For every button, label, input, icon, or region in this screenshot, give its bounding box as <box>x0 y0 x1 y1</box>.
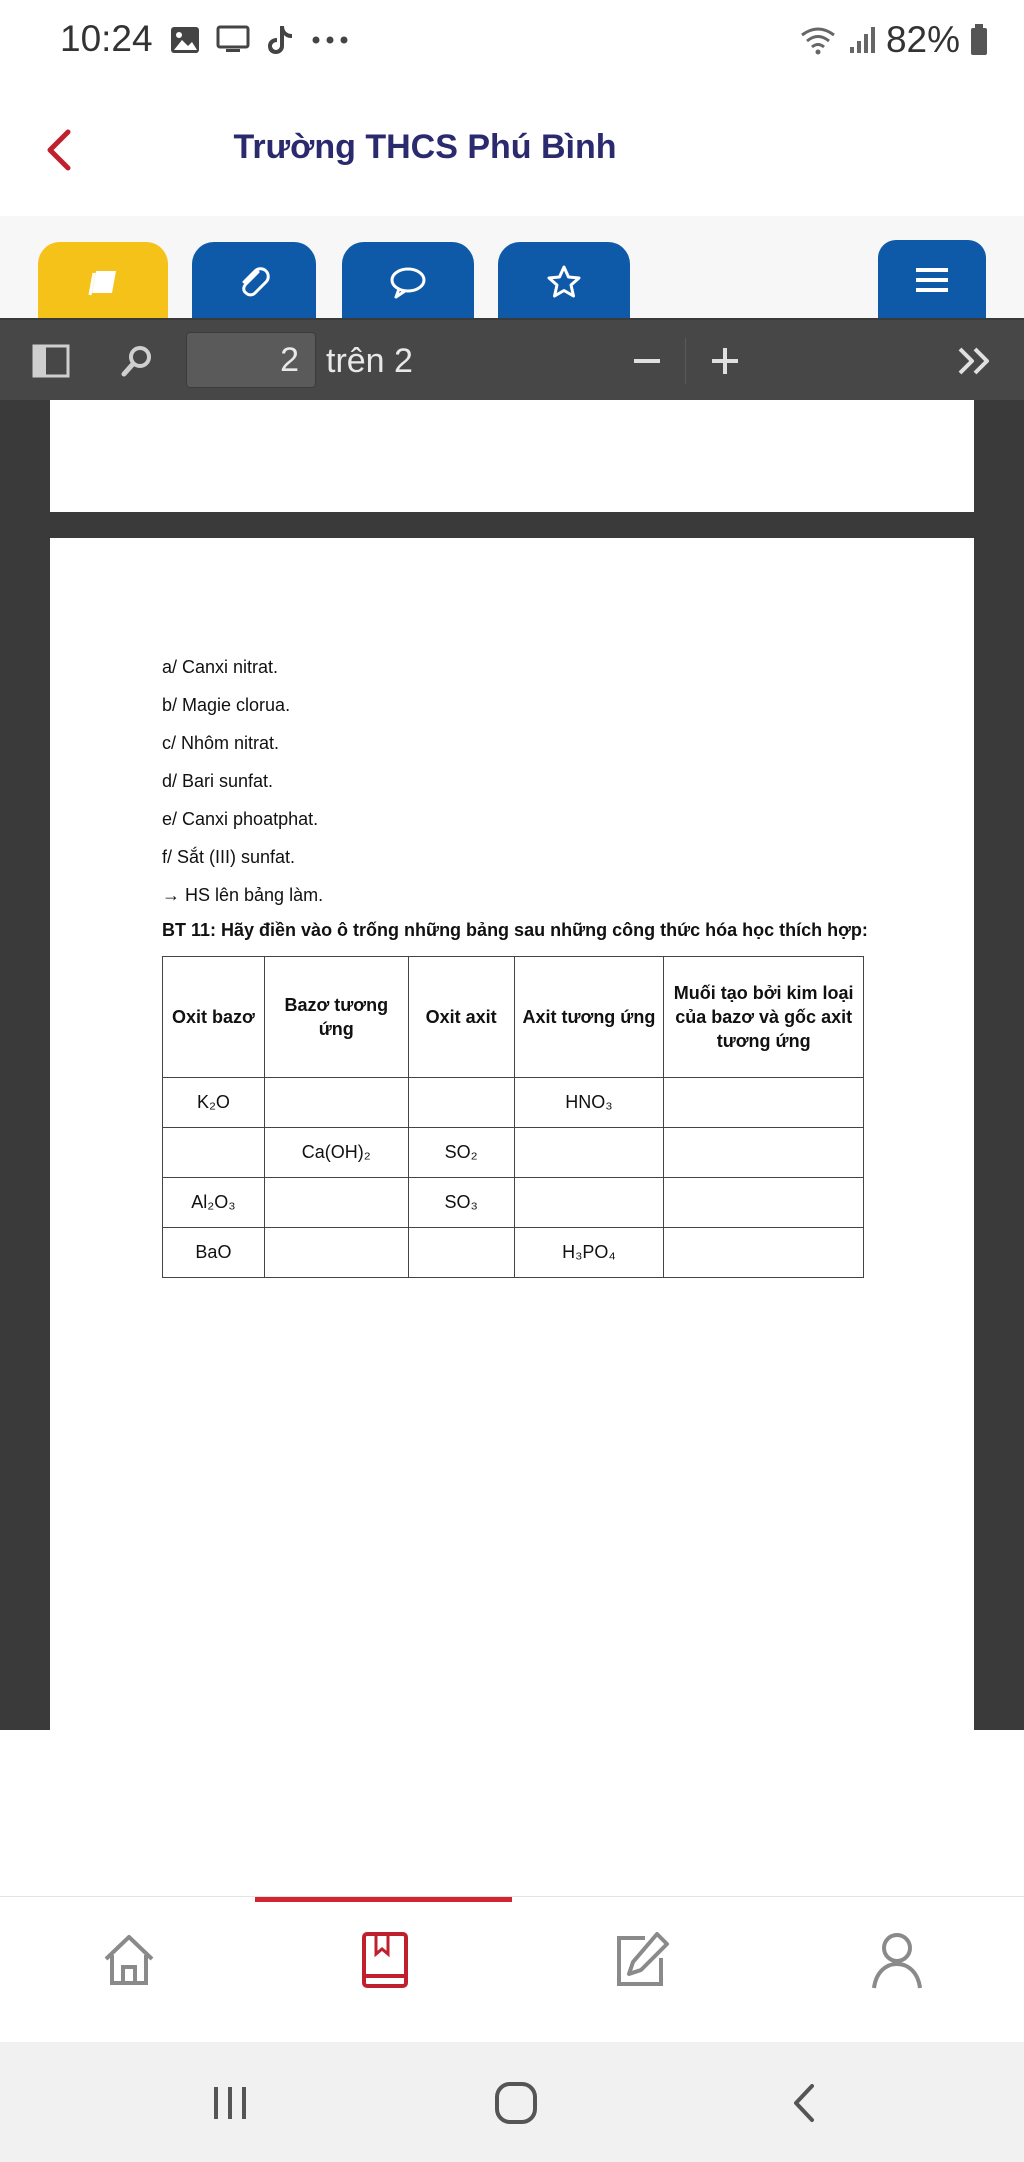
tiktok-icon <box>266 24 294 56</box>
document-line: e/ Canxi phoatphat. <box>162 809 319 829</box>
back-arrow-icon <box>786 2080 826 2126</box>
screen-cast-icon <box>216 25 250 55</box>
document-line: a/ Canxi nitrat. <box>162 657 279 677</box>
table-cell: HNO₃ <box>514 1078 664 1128</box>
user-icon <box>870 1930 924 1990</box>
table-cell: Al₂O₃ <box>163 1178 265 1228</box>
document-line: f/ Sắt (III) sunfat. <box>162 847 296 867</box>
table-cell: H₃PO₄ <box>514 1228 664 1278</box>
sidebar-toggle-icon <box>32 343 70 379</box>
nav-lessons[interactable] <box>350 1925 420 1995</box>
table-cell <box>264 1178 408 1228</box>
active-tab-indicator <box>255 1897 512 1902</box>
table-row <box>163 1128 864 1178</box>
bottom-navigation <box>0 1896 1024 2043</box>
table-cell: SO₃ <box>408 1178 514 1228</box>
nav-profile[interactable] <box>862 1925 932 1995</box>
star-icon <box>546 264 582 300</box>
table-row <box>163 1078 864 1128</box>
table-header: Axit tương ứng <box>514 957 664 1078</box>
table-cell <box>264 1078 408 1128</box>
zoom-out-button[interactable] <box>624 338 670 384</box>
table-cell <box>514 1128 664 1178</box>
table-header-row <box>163 957 864 1078</box>
page-title: Trường THCS Phú Bình <box>233 128 617 166</box>
table-cell <box>664 1128 864 1178</box>
document-line: b/ Magie clorua. <box>162 695 291 715</box>
exercise-table <box>162 956 864 1278</box>
home-icon <box>100 1931 158 1989</box>
book-icon <box>356 1930 414 1990</box>
table-header: Bazơ tương ứng <box>264 957 408 1078</box>
table-cell <box>514 1178 664 1228</box>
tab-favorites[interactable] <box>498 242 630 322</box>
sidebar-toggle-button[interactable] <box>28 338 74 384</box>
system-status <box>798 18 988 62</box>
tab-lesson[interactable] <box>38 242 168 322</box>
chat-bubble-icon <box>389 265 427 299</box>
zoom-in-button[interactable] <box>702 338 748 384</box>
table-cell <box>664 1078 864 1128</box>
home-system-button[interactable] <box>486 2078 546 2128</box>
table-header: Oxit axit <box>408 957 514 1078</box>
home-circle-icon <box>493 2080 539 2126</box>
minus-icon <box>631 345 663 377</box>
edit-icon <box>611 1930 671 1990</box>
document-line: d/ Bari sunfat. <box>162 771 274 791</box>
table-cell: Ca(OH)₂ <box>264 1128 408 1178</box>
battery-level: 82% <box>885 19 960 60</box>
table-cell: K₂O <box>163 1078 265 1128</box>
toolbar-divider <box>685 338 686 384</box>
app-header <box>0 80 1024 216</box>
page-total-label: trên 2 <box>326 342 413 380</box>
search-icon <box>119 343 155 379</box>
more-notifications-icon <box>310 35 350 45</box>
menu-button[interactable] <box>878 240 986 320</box>
table-cell <box>408 1078 514 1128</box>
status-bar <box>0 0 1024 80</box>
exercise-title: BT 11: Hãy điền vào ô trống những bảng sau những công thức hóa học thích hợp: <box>162 920 868 940</box>
wifi-icon <box>798 25 838 55</box>
table-cell <box>408 1228 514 1278</box>
signal-icon <box>848 25 876 55</box>
double-chevron-right-icon <box>956 345 994 377</box>
table-cell <box>264 1228 408 1278</box>
table-row <box>163 1178 864 1228</box>
document-content <box>162 648 882 1278</box>
paperclip-icon <box>236 264 272 300</box>
document-line: c/ Nhôm nitrat. <box>162 733 280 753</box>
table-cell: SO₂ <box>408 1128 514 1178</box>
plus-icon <box>709 345 741 377</box>
gallery-icon <box>170 26 200 54</box>
notification-icons <box>170 20 350 60</box>
tab-comments[interactable] <box>342 242 474 322</box>
pdf-toolbar <box>0 318 1024 402</box>
table-cell <box>163 1128 265 1178</box>
page-number-input[interactable]: 2 <box>186 332 316 388</box>
tools-menu-button[interactable] <box>952 338 998 384</box>
tab-attachments[interactable] <box>192 242 316 322</box>
table-header: Muối tạo bởi kim loại của bazơ và gốc axit tương ứng <box>664 957 864 1078</box>
table-cell <box>664 1228 864 1278</box>
recent-apps-button[interactable] <box>200 2078 260 2128</box>
document-line: → HS lên bảng làm. <box>162 885 324 905</box>
battery-icon <box>970 24 988 56</box>
tab-bar <box>0 216 1024 318</box>
nav-assignments[interactable] <box>606 1925 676 1995</box>
table-header: Oxit bazơ <box>163 957 265 1078</box>
recent-apps-icon <box>208 2083 252 2123</box>
system-navigation-bar <box>0 2042 1024 2162</box>
status-time: 10:24 <box>60 18 153 59</box>
table-row <box>163 1228 864 1278</box>
notebook-icon <box>86 267 120 297</box>
back-system-button[interactable] <box>776 2078 836 2128</box>
nav-home[interactable] <box>94 1925 164 1995</box>
pdf-page-2 <box>50 538 974 1730</box>
table-cell: BaO <box>163 1228 265 1278</box>
pdf-page-1 <box>50 400 974 512</box>
hamburger-menu-icon <box>914 265 950 295</box>
table-cell <box>664 1178 864 1228</box>
search-button[interactable] <box>114 338 160 384</box>
pdf-viewer[interactable] <box>0 400 1024 1730</box>
